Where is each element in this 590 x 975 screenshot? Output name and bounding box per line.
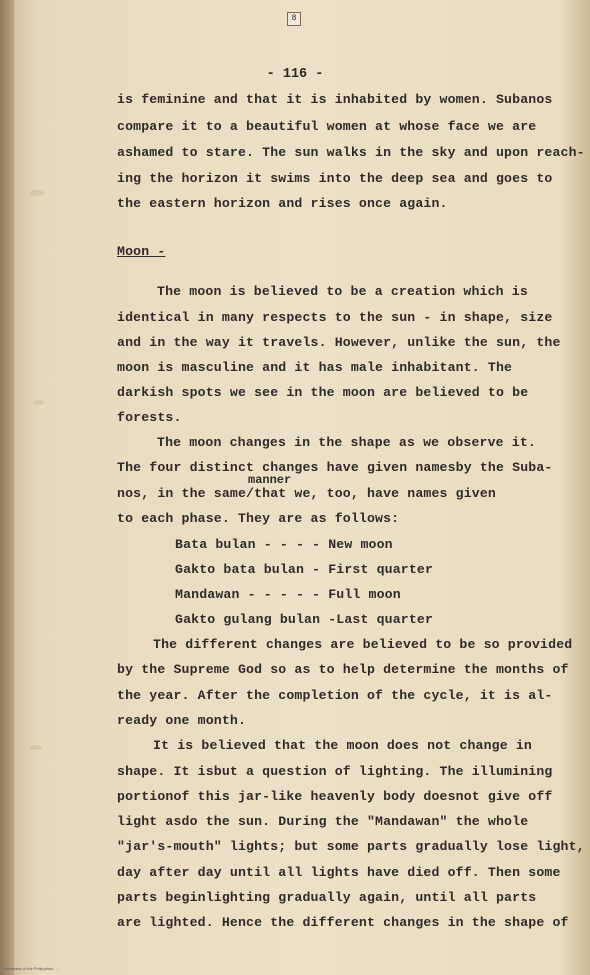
text-line: by the Supreme God so as to help determine the months of <box>117 662 569 677</box>
text-line: compare it to a beautiful women at whose face we are <box>117 119 537 134</box>
binding-edge <box>0 0 14 975</box>
text-line: parts beginlighting gradually again, until all parts <box>117 890 537 905</box>
page-tag: 8 <box>287 12 301 26</box>
text-line: The moon changes in the shape as we observe it. <box>157 435 536 450</box>
moon-phase-item: Bata bulan - - - - New moon <box>175 537 393 552</box>
text-line: is feminine and that it is inhabited by women. Subanos <box>117 92 553 107</box>
handwritten-insertion: manner <box>248 473 292 487</box>
text-line: darkish spots we see in the moon are believed to be <box>117 385 529 400</box>
page-stain <box>30 190 44 196</box>
page-stain <box>34 400 44 405</box>
text-line: are lighted. Hence the different changes in the shape of <box>117 915 569 930</box>
text-line: portionof this jar-like heavenly body doesnot give off <box>117 789 553 804</box>
text-line: It is believed that the moon does not change in <box>153 738 532 753</box>
page-stain <box>30 745 42 750</box>
page-number: - 116 - <box>266 67 324 82</box>
section-heading: Moon - <box>117 244 166 259</box>
text-line: The four distinct changes have given namesby the Suba- <box>117 460 553 475</box>
text-line: ready one month. <box>117 713 247 728</box>
text-line: day after day until all lights have died off. Then some <box>117 865 561 880</box>
text-line: ashamed to stare. The sun walks in the sky and upon reach- <box>117 145 585 160</box>
moon-phase-item: Gakto gulang bulan -Last quarter <box>175 612 434 627</box>
text-line: ing the horizon it swims into the deep sea and goes to <box>117 171 553 186</box>
moon-phase-item: Mandawan - - - - - Full moon <box>175 587 401 602</box>
text-line: forests. <box>117 410 182 425</box>
scan-footer: University of the Philippines ... <box>4 966 60 971</box>
moon-phase-item: Gakto bata bulan - First quarter <box>175 562 434 577</box>
text-line: The moon is believed to be a creation which is <box>157 284 528 299</box>
text-line: moon is masculine and it has male inhabitant. The <box>117 360 513 375</box>
text-line: light asdo the sun. During the "Mandawan" the whole <box>117 814 529 829</box>
text-line: identical in many respects to the sun - in shape, size <box>117 310 553 325</box>
text-line: the eastern horizon and rises once again. <box>117 196 448 211</box>
text-line: shape. It isbut a question of lighting. The illumining <box>117 764 553 779</box>
text-line: to each phase. They are as follows: <box>117 511 400 526</box>
text-line: The different changes are believed to be so provided <box>153 637 573 652</box>
text-line: and in the way it travels. However, unlike the sun, the <box>117 335 561 350</box>
text-line: "jar's-mouth" lights; but some parts gradually lose light, <box>117 839 585 854</box>
text-line: the year. After the completion of the cycle, it is al- <box>117 688 553 703</box>
text-line: nos, in the same/that we, too, have names given <box>117 486 496 501</box>
